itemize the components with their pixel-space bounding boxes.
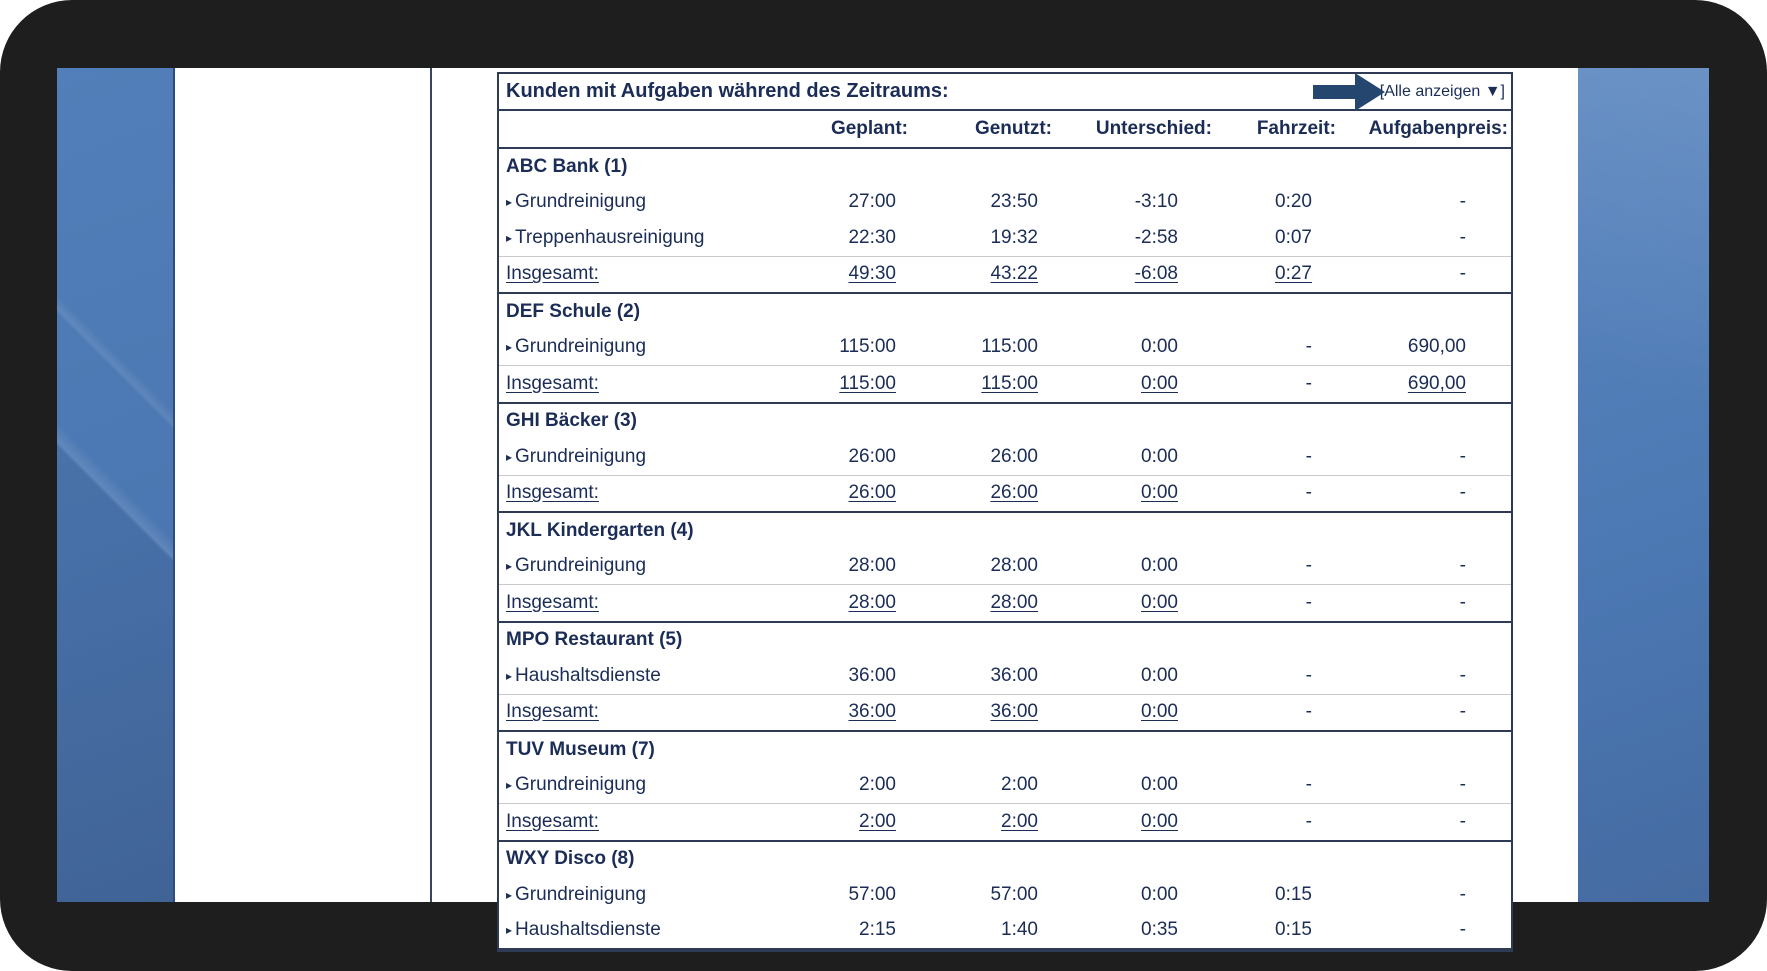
task-value: 0:07: [1275, 226, 1312, 248]
table-body: [499, 149, 1511, 950]
customer-task-report-table: [497, 72, 1513, 952]
task-name-cell: [499, 336, 825, 358]
total-value: -6:08: [1134, 263, 1178, 285]
task-name-cell: [499, 446, 825, 468]
task-value: -: [1305, 774, 1312, 796]
total-value: -: [1305, 810, 1312, 832]
customer-name-row: [499, 732, 1511, 768]
customer-name: JKL Kindergarten (4): [506, 519, 694, 541]
task-label: Haushaltsdienste: [515, 664, 661, 686]
task-row: [499, 185, 1511, 221]
task-value: 0:20: [1275, 191, 1312, 213]
expand-triangle-icon[interactable]: ▸: [506, 340, 513, 355]
task-name-cell: [499, 919, 825, 941]
task-value: 2:15: [859, 919, 896, 941]
total-value: 2:00: [1001, 810, 1038, 832]
task-label: Grundreinigung: [515, 883, 647, 905]
task-label: Grundreinigung: [515, 555, 647, 577]
expand-triangle-icon[interactable]: ▸: [506, 923, 513, 938]
expand-triangle-icon[interactable]: ▸: [506, 887, 513, 902]
total-value: 43:22: [990, 263, 1038, 285]
customer-name: ABC Bank (1): [506, 155, 628, 177]
task-value: 0:15: [1275, 883, 1312, 905]
task-value: -: [1459, 774, 1466, 796]
total-label: Insgesamt:: [506, 482, 599, 504]
customer-name-row: [499, 513, 1511, 549]
total-value: -: [1459, 701, 1466, 723]
task-value: -: [1459, 445, 1466, 467]
task-value: 23:50: [990, 191, 1038, 213]
task-value: -: [1459, 664, 1466, 686]
task-value: 28:00: [848, 555, 896, 577]
task-value: 0:00: [1141, 445, 1178, 467]
task-value: 115:00: [839, 336, 896, 358]
total-value: 36:00: [848, 701, 896, 723]
total-value: 0:00: [1141, 810, 1178, 832]
task-value: 26:00: [990, 445, 1038, 467]
customer-section: [499, 842, 1511, 951]
task-row: [499, 439, 1511, 475]
frame-divider-line: [430, 68, 432, 902]
total-label: Insgesamt:: [506, 263, 599, 285]
pointer-arrow-head: [1355, 73, 1385, 111]
task-row: [499, 913, 1511, 949]
customer-name: GHI Bäcker (3): [506, 410, 637, 432]
expand-triangle-icon[interactable]: ▸: [506, 778, 513, 793]
total-value: 690,00: [1407, 372, 1466, 394]
task-label: Grundreinigung: [515, 445, 647, 467]
header-unterschied: Unterschied:: [1095, 118, 1212, 139]
task-value: -: [1305, 445, 1312, 467]
total-value: 26:00: [848, 482, 896, 504]
task-name-cell: [499, 227, 825, 249]
task-value: 0:00: [1141, 774, 1178, 796]
total-label: Insgesamt:: [506, 372, 599, 394]
task-label: Haushaltsdienste: [515, 919, 661, 941]
task-value: -3:10: [1134, 191, 1178, 213]
total-row: [499, 365, 1511, 402]
task-value: -: [1459, 226, 1466, 248]
customer-name-row: [499, 842, 1511, 878]
total-value: 0:00: [1141, 372, 1178, 394]
total-label: Insgesamt:: [506, 810, 599, 832]
total-row: [499, 475, 1511, 512]
customer-section: [499, 623, 1511, 733]
task-name-cell: [499, 191, 825, 213]
task-value: -: [1305, 336, 1312, 358]
total-value: -: [1305, 482, 1312, 504]
task-value: -: [1305, 555, 1312, 577]
right-blue-panel: [1578, 68, 1709, 902]
task-row: [499, 768, 1511, 804]
pointer-arrow-tail: [1313, 85, 1355, 99]
header-aufgabenpreis: Aufgabenpreis:: [1368, 118, 1508, 139]
task-value: 2:00: [1001, 774, 1038, 796]
customer-section: [499, 513, 1511, 623]
total-row: [499, 256, 1511, 293]
task-value: 57:00: [848, 883, 896, 905]
column-header-row: [499, 111, 1511, 149]
customer-name: MPO Restaurant (5): [506, 629, 683, 651]
customer-name-row: [499, 294, 1511, 330]
task-label: Grundreinigung: [515, 774, 647, 796]
total-value: -: [1305, 372, 1312, 394]
total-value: -: [1459, 482, 1466, 504]
expand-triangle-icon[interactable]: ▸: [506, 668, 513, 683]
customer-name: WXY Disco (8): [506, 848, 635, 870]
task-value: 28:00: [990, 555, 1038, 577]
header-genutzt: Genutzt:: [974, 118, 1052, 139]
report-title: Kunden mit Aufgaben während des Zeitraums:: [506, 80, 949, 102]
total-value: 2:00: [859, 810, 896, 832]
total-value: 26:00: [990, 482, 1038, 504]
total-row: [499, 803, 1511, 840]
task-value: -: [1459, 883, 1466, 905]
total-value: 49:30: [848, 263, 896, 285]
task-name-cell: [499, 884, 825, 906]
task-value: 57:00: [990, 883, 1038, 905]
customer-section: [499, 732, 1511, 842]
total-value: 0:00: [1141, 701, 1178, 723]
task-value: 115:00: [981, 336, 1038, 358]
expand-triangle-icon[interactable]: ▸: [506, 449, 513, 464]
total-value: 0:27: [1275, 263, 1312, 285]
task-value: 36:00: [848, 664, 896, 686]
task-name-cell: [499, 555, 825, 577]
task-row: [499, 330, 1511, 366]
task-value: 0:00: [1141, 883, 1178, 905]
customer-section: [499, 149, 1511, 294]
task-label: Grundreinigung: [515, 191, 647, 213]
customer-name: TUV Museum (7): [506, 738, 655, 760]
total-value: 0:00: [1141, 482, 1178, 504]
customer-section: [499, 404, 1511, 514]
task-value: 0:00: [1141, 664, 1178, 686]
task-value: -: [1459, 919, 1466, 941]
task-row: [499, 549, 1511, 585]
total-value: 28:00: [990, 591, 1038, 613]
customer-section: [499, 294, 1511, 404]
header-geplant: Geplant:: [830, 118, 908, 139]
task-label: Grundreinigung: [515, 336, 647, 358]
report-title-row: [499, 74, 1511, 111]
task-value: 0:35: [1141, 919, 1178, 941]
task-value: 0:15: [1275, 919, 1312, 941]
left-blue-panel: [57, 68, 175, 902]
customer-name-row: [499, 404, 1511, 440]
total-value: -: [1459, 591, 1466, 613]
total-value: 0:00: [1141, 591, 1178, 613]
task-name-cell: [499, 774, 825, 796]
task-value: -2:58: [1134, 226, 1178, 248]
total-value: -: [1305, 591, 1312, 613]
expand-triangle-icon[interactable]: ▸: [506, 195, 513, 210]
task-value: 22:30: [848, 226, 896, 248]
total-value: -: [1459, 263, 1466, 285]
total-value: 115:00: [839, 372, 896, 394]
total-value: -: [1305, 701, 1312, 723]
pointer-arrow-icon: [1313, 73, 1385, 111]
task-value: -: [1459, 191, 1466, 213]
task-value: 19:32: [990, 226, 1038, 248]
total-value: 28:00: [848, 591, 896, 613]
task-row: [499, 658, 1511, 694]
customer-name-row: [499, 149, 1511, 185]
task-value: 690,00: [1407, 336, 1466, 358]
task-value: 2:00: [859, 774, 896, 796]
total-row: [499, 694, 1511, 731]
expand-triangle-icon[interactable]: ▸: [506, 230, 513, 245]
task-value: 27:00: [848, 191, 896, 213]
customer-name: DEF Schule (2): [506, 300, 641, 322]
browser-content-window: [57, 68, 1709, 941]
task-row: [499, 877, 1511, 913]
task-value: 0:00: [1141, 336, 1178, 358]
total-value: 115:00: [981, 372, 1038, 394]
total-label: Insgesamt:: [506, 701, 599, 723]
total-value: -: [1459, 810, 1466, 832]
task-value: 1:40: [1001, 919, 1038, 941]
customer-name-row: [499, 623, 1511, 659]
header-fahrzeit: Fahrzeit:: [1256, 118, 1336, 139]
task-value: 26:00: [848, 445, 896, 467]
expand-triangle-icon[interactable]: ▸: [506, 559, 513, 574]
task-value: -: [1305, 664, 1312, 686]
task-name-cell: [499, 665, 825, 687]
task-value: 0:00: [1141, 555, 1178, 577]
total-row: [499, 584, 1511, 621]
task-value: -: [1459, 555, 1466, 577]
show-all-dropdown[interactable]: [Alle anzeigen ▼]: [1379, 82, 1505, 100]
task-row: [499, 220, 1511, 256]
total-label: Insgesamt:: [506, 591, 599, 613]
total-value: 36:00: [990, 701, 1038, 723]
task-label: Treppenhausreinigung: [515, 226, 705, 248]
task-value: 36:00: [990, 664, 1038, 686]
